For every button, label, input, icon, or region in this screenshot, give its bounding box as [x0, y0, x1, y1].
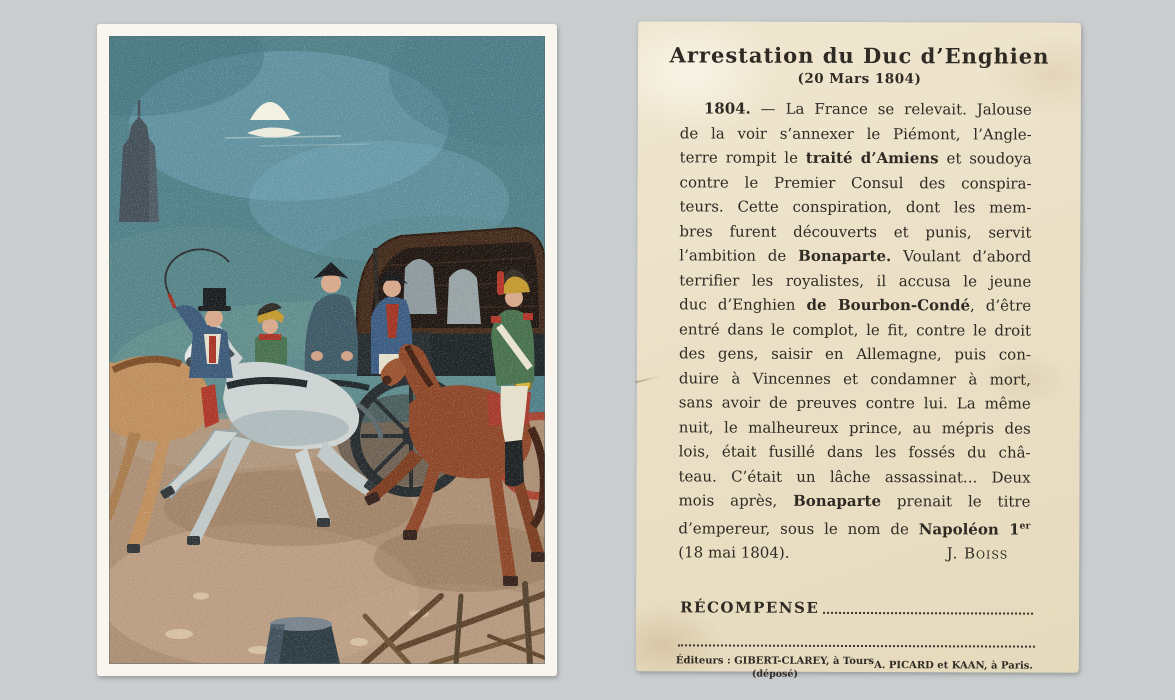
text-segment: Voulant d’abord [891, 247, 1032, 266]
text-segment: Bonaparte. [798, 246, 892, 266]
text-segment: terrifier les royalistes, il accusa le jeune [679, 270, 1032, 291]
recompense-row [680, 598, 1033, 617]
text-segment: prenait le titre [880, 492, 1031, 511]
text-segment: des gens, saisir en Allemagne, puis con- [678, 344, 1032, 364]
trade-card-front [97, 24, 557, 676]
text-line [680, 170, 1032, 196]
text-segment: Bonaparte [793, 491, 882, 511]
card-back-title: Arrestation du Duc d’Enghien [669, 42, 1050, 69]
text-segment: er [1019, 520, 1031, 532]
text-line [679, 415, 1031, 441]
publisher-right: A. PICARD et KAAN, à Paris. [874, 660, 1033, 672]
text-segment: terre rompit le [679, 148, 806, 167]
text-line [680, 145, 1032, 171]
publisher-left [676, 655, 874, 681]
text-line [679, 194, 1031, 220]
text-line [679, 317, 1031, 343]
text-segment: teurs. Cette conspiration, dont les mem- [679, 197, 1032, 217]
publisher-left-line: Éditeurs : GIBERT-CLAREY, à Tours [675, 655, 875, 668]
text-segment: contre le Premier Consul des conspira- [679, 172, 1032, 193]
text-line [679, 341, 1031, 367]
text-line [680, 96, 1032, 122]
text-line [679, 268, 1031, 294]
text-line [679, 464, 1031, 490]
text-segment: 1804. [703, 99, 751, 118]
publishers-row [676, 655, 1033, 681]
text-segment: nuit, le malheureux prince, au mépris des [678, 417, 1031, 438]
stipple-texture [109, 36, 545, 664]
publisher-deposit: (déposé) [751, 668, 798, 680]
text-line [679, 439, 1031, 465]
text-segment: entré dans le complot, le fit, contre le droit [679, 319, 1032, 340]
text-segment: sans avoir de preuves contre lui. La même [678, 393, 1031, 413]
card-back-body-text [678, 96, 1032, 566]
text-line [679, 243, 1031, 269]
text-line [678, 488, 1030, 514]
text-segment: de la voir s’annexer le Piémont, l’Angle- [679, 123, 1032, 144]
text-segment: et soudoya [938, 149, 1032, 168]
text-segment: (18 mai 1804). [678, 543, 790, 562]
front-illustration [109, 36, 545, 664]
divider-dotted-line [678, 644, 1035, 647]
recompense-label: RÉCOMPENSE [680, 598, 820, 617]
text-line [679, 390, 1031, 416]
text-segment: mois après, [678, 491, 794, 510]
text-segment: l’ambition de [679, 246, 799, 265]
text-line [678, 513, 1030, 542]
text-segment: lois, était fusillé dans les fossés du châ- [678, 442, 1031, 462]
text-line [678, 540, 1030, 566]
card-back-subtitle: (20 Mars 1804) [797, 70, 922, 88]
text-segment: , d’être [969, 296, 1032, 315]
card-back-content [636, 42, 1081, 694]
text-segment: traité d’Amiens [805, 148, 939, 168]
text-segment: teau. C’était un lâche assassinat... Deux [678, 466, 1031, 487]
text-line [680, 121, 1032, 147]
recompense-dotted-line [823, 600, 1033, 615]
text-line [679, 219, 1031, 245]
text-segment: d’empereur, sous le nom de [678, 518, 919, 538]
text-segment: de Bourbon-Condé [806, 295, 971, 315]
text-segment: duire à Vincennes et condamner à mort, [678, 368, 1031, 389]
text-segment: bres furent découverts et punis, servit [679, 221, 1032, 242]
text-segment: duc d’Enghien [679, 295, 807, 314]
text-segment: Napoléon 1 [918, 519, 1020, 539]
text-line [679, 366, 1031, 392]
trade-card-back [636, 21, 1081, 680]
text-segment: J. Boiss [946, 544, 1009, 563]
text-segment: — La France se relevait. Jalouse [750, 99, 1032, 119]
text-line [679, 292, 1031, 318]
paper-crease [635, 375, 661, 383]
